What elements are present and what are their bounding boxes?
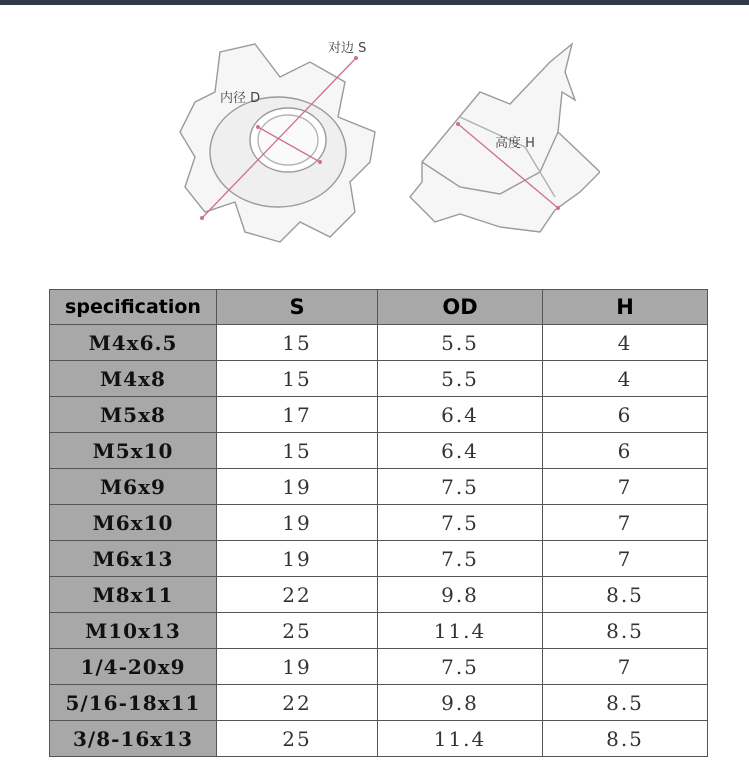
cell-s: 25 [217,613,378,649]
table-row [50,685,708,721]
table-row [50,541,708,577]
cell-spec: M6x9 [50,469,217,505]
table-row [50,613,708,649]
label-height-h: 高度 H [495,136,535,151]
table-row [50,397,708,433]
cell-spec: 3/8-16x13 [50,721,217,757]
cell-h: 8.5 [543,577,708,613]
table-row [50,505,708,541]
table-row [50,577,708,613]
table-row [50,649,708,685]
label-across-flats-s: 对边 S [328,41,367,56]
cell-od: 7.5 [378,541,543,577]
cell-od: 9.8 [378,577,543,613]
top-bar [0,0,749,5]
cell-h: 8.5 [543,685,708,721]
cell-s: 19 [217,649,378,685]
cell-s: 15 [217,325,378,361]
cell-s: 22 [217,577,378,613]
table-row [50,469,708,505]
cell-od: 6.4 [378,433,543,469]
table-header-row [50,290,708,325]
cell-h: 6 [543,433,708,469]
header-s: S [217,290,378,325]
label-inner-diameter-d: 内径 D [220,91,261,106]
tee-nut-diagram [160,22,600,262]
header-h: H [543,290,708,325]
table-row [50,433,708,469]
cell-spec: M4x6.5 [50,325,217,361]
cell-s: 15 [217,361,378,397]
table-row [50,325,708,361]
cell-s: 25 [217,721,378,757]
cell-s: 19 [217,505,378,541]
tee-nut-illustration [160,22,600,262]
cell-spec: M4x8 [50,361,217,397]
cell-od: 6.4 [378,397,543,433]
cell-od: 11.4 [378,721,543,757]
nut-top-view [180,44,375,242]
cell-h: 7 [543,649,708,685]
cell-spec: M8x11 [50,577,217,613]
cell-h: 6 [543,397,708,433]
header-od: OD [378,290,543,325]
cell-spec: M10x13 [50,613,217,649]
cell-s: 22 [217,685,378,721]
cell-spec: 5/16-18x11 [50,685,217,721]
cell-h: 8.5 [543,613,708,649]
cell-spec: M6x10 [50,505,217,541]
table-row [50,361,708,397]
cell-h: 7 [543,469,708,505]
cell-spec: 1/4-20x9 [50,649,217,685]
cell-s: 19 [217,541,378,577]
cell-od: 9.8 [378,685,543,721]
cell-s: 19 [217,469,378,505]
cell-od: 5.5 [378,361,543,397]
table-row [50,721,708,757]
cell-od: 5.5 [378,325,543,361]
cell-spec: M5x10 [50,433,217,469]
cell-h: 4 [543,325,708,361]
cell-s: 17 [217,397,378,433]
cell-od: 7.5 [378,649,543,685]
cell-spec: M5x8 [50,397,217,433]
cell-od: 7.5 [378,469,543,505]
cell-od: 11.4 [378,613,543,649]
cell-h: 7 [543,541,708,577]
cell-s: 15 [217,433,378,469]
cell-od: 7.5 [378,505,543,541]
cell-h: 4 [543,361,708,397]
cell-h: 8.5 [543,721,708,757]
cell-h: 7 [543,505,708,541]
header-specification: specification [50,290,217,325]
spec-table [49,289,708,757]
cell-spec: M6x13 [50,541,217,577]
